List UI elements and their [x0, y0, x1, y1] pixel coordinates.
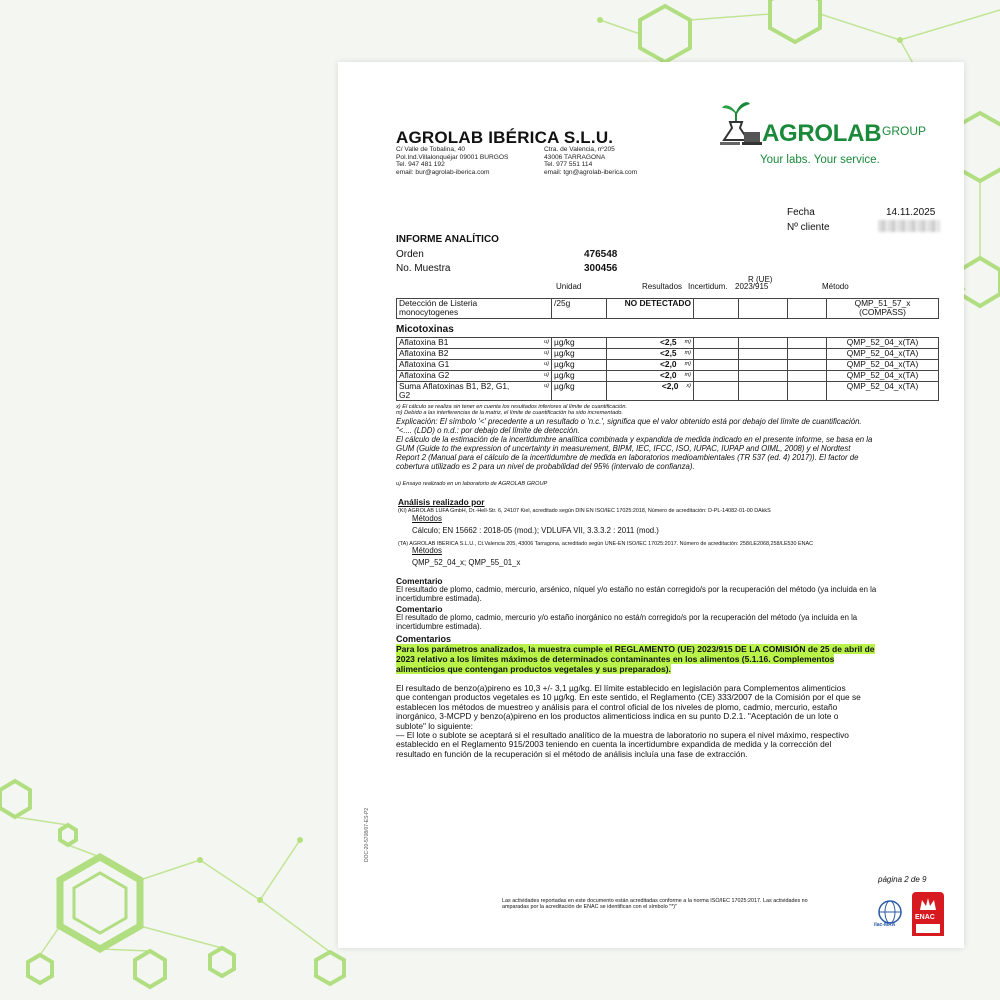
comentario-line: incertidumbre estimada).: [396, 621, 482, 631]
unit-cell: /25g: [552, 299, 607, 319]
company-name: AGROLAB IBÉRICA S.L.U.: [396, 128, 614, 147]
report-title: INFORME ANALÍTICO: [396, 234, 499, 245]
result-cell: NO DETECTADO: [607, 299, 694, 319]
highlight-line: 2023 relativo a los límites máximos de determinados contaminantes en los alimentos (5.1.16. Complementos: [396, 654, 835, 664]
flag-note: u): [544, 372, 549, 378]
uncertainty-cell: [694, 338, 739, 349]
address-line: 43006 TARRAGONA: [544, 153, 606, 161]
cliente-label: Nº cliente: [787, 222, 830, 233]
logo-wordmark: AGROLAB: [762, 120, 882, 147]
param-name: Detección de Listeria: [399, 298, 478, 308]
result-note: x): [686, 383, 691, 389]
listeria-table: [396, 298, 939, 319]
table-row: [397, 360, 939, 371]
accreditation-note: [502, 898, 808, 911]
uncertainty-cell: [694, 299, 739, 319]
para-line: sublote" lo siguiente:: [396, 720, 474, 731]
methods-ki: Cálculo; EN 15662 : 2018-05 (mod.); VDLUFA VII, 3.3.3.2 : 2011 (mod.): [412, 526, 659, 535]
para-line: resultado en función de la recuperación si el método de análisis incluía una fase de extracción.: [396, 748, 748, 759]
empty-cell: [788, 382, 827, 401]
limit-cell: [739, 299, 788, 319]
enac-logo: [912, 892, 944, 936]
flag-note: u): [544, 339, 549, 345]
uncertainty-cell: [694, 371, 739, 382]
orden-value: 476548: [584, 249, 618, 260]
highlight-line: alimenticios que contengan productos vegetales y sus preparados).: [396, 664, 671, 674]
comentarios-title: Comentarios: [396, 634, 452, 644]
param-name: [397, 338, 552, 349]
address-tarragona: [544, 146, 637, 176]
result-cell: [607, 349, 694, 360]
para-line: que contengan productos vegetales es 10 µg/kg. En este sentido, el Reglamento (CE) 333/2007 de la Comisión por el que se: [396, 692, 861, 703]
result-cell: [607, 338, 694, 349]
highlight-line: Para los parámetros analizados, la muestra cumple el REGLAMENTO (UE) 2023/915 DE LA COMISIÓN de 25 de abril de: [396, 644, 875, 654]
explanation-line: cobertura utilizado es 2 para un nivel de probabilidad del 95% (intervalo de confianza).: [396, 462, 695, 471]
crown-icon: [912, 894, 944, 916]
explanation: [396, 417, 956, 471]
enac-label: ENAC: [915, 914, 935, 921]
param-name: [397, 349, 552, 360]
accreditation-line: Las actividades reportadas en este documento están acreditadas conforme a la norma ISO/IEC 17025:2017. Las actividades no: [502, 898, 808, 904]
table-row: [397, 382, 939, 401]
logo-tagline: Your labs. Your service.: [760, 154, 880, 166]
report-page: [338, 62, 964, 948]
comentario-line: incertidumbre estimada).: [396, 593, 482, 603]
footnote-x: x) El cálculo se realiza sin tener en cuenta los resultados inferiores al límite de cuantificación.: [396, 404, 628, 410]
comentario-line: El resultado de plomo, cadmio, mercurio y/o estaño inorgánico no está/n corregido/s por la recuperación del método (ya incluida en la: [396, 613, 858, 622]
param-label: Aflatoxina G2: [399, 370, 450, 380]
empty-cell: [788, 371, 827, 382]
param-label: Aflatoxina B1: [399, 337, 449, 347]
method-cell-2: (COMPASS): [859, 307, 906, 317]
comentario-title-2: Comentario: [396, 604, 443, 614]
analisis-title: Análisis realizado por: [398, 497, 485, 507]
unit-cell: µg/kg: [552, 360, 607, 371]
result-note: m): [684, 361, 691, 367]
comentario-line: El resultado de plomo, cadmio, mercurio, arsénico, níquel y/o estaño no están corregido/s por la recuperación del método (ya incluida en la: [396, 585, 877, 594]
uncertainty-cell: [694, 360, 739, 371]
cliente-value-blurred: [878, 220, 940, 232]
limit-cell: [739, 382, 788, 401]
param-label: Suma Aflatoxinas B1, B2, G1,: [399, 381, 510, 391]
empty-cell: [788, 299, 827, 319]
footnote-u: u) Ensayo realizado en un laboratorio de AGROLAB GROUP: [396, 481, 548, 487]
param-label: Aflatoxina G1: [399, 359, 450, 369]
table-row: [397, 371, 939, 382]
col-rue: R (UE): [748, 275, 773, 284]
empty-cell: [788, 360, 827, 371]
footnote-m: m) Debido a las interferencias de la matriz, el límite de cuantificación ha sido incrementado.: [396, 410, 623, 416]
para-line: inorgánico, 3-MCPD y benzo(a)pireno en los productos alimenticioss indica en su punto D.2.1. "Aceptación de un lote o: [396, 711, 839, 722]
explanation-line: "<.... (LDD) o n.d.: por debajo del límite de detección.: [396, 426, 580, 435]
agrolab-logo: [718, 98, 928, 168]
param-label-2: G2: [399, 390, 411, 400]
address-line: Ctra. de Valencia, nº205: [544, 146, 615, 153]
address-burgos: [396, 146, 508, 176]
method-cell: QMP_52_04_x(TA): [827, 382, 939, 401]
para-line: El resultado de benzo(a)pireno es 10,3 +/- 3,1 µg/kg. El límite establecido en legislación para Complementos alimenticios: [396, 683, 846, 693]
fecha-value: 14.11.2025: [886, 207, 936, 218]
method-cell: QMP_52_04_x(TA): [827, 349, 939, 360]
metodos-label-ki: Métodos: [412, 514, 442, 523]
unit-cell: µg/kg: [552, 338, 607, 349]
uncertainty-cell: [694, 382, 739, 401]
table-row: [397, 338, 939, 349]
address-line: email: tgn@agrolab-iberica.com: [544, 168, 638, 176]
address-line: email: bur@agrolab-iberica.com: [396, 168, 490, 176]
method-cell: QMP_51_57_x: [854, 298, 911, 308]
table-row: [397, 349, 939, 360]
limit-cell: [739, 371, 788, 382]
comentario-text-2: [396, 614, 857, 632]
address-line: C/ Valle de Tobalina, 40: [396, 146, 466, 153]
table-row: [397, 299, 939, 319]
fecha-label: Fecha: [787, 207, 815, 218]
muestra-value: 300456: [584, 263, 618, 274]
comentario-title: Comentario: [396, 576, 443, 586]
result-value: <2,5: [660, 348, 677, 358]
uncertainty-cell: [694, 349, 739, 360]
method-cell: QMP_52_04_x(TA): [827, 338, 939, 349]
lab-kiel: (KI) AGROLAB LUFA GmbH, Dr.-Hell-Str. 6, 24107 Kiel, acreditado según DIN EN ISO/IEC 17025:2018, Número de acreditación: D-PL-14082-01-00 DAkkS: [398, 508, 771, 514]
muestra-label: No. Muestra: [396, 263, 451, 274]
address-line: Tel. 977 551 114: [544, 161, 593, 169]
col-rue-year: 2023/915: [735, 282, 769, 291]
flask-plant-icon: [718, 98, 762, 150]
address-line: Tel. 947 481 192: [396, 161, 445, 169]
result-note: m): [684, 339, 691, 345]
para-line: — El lote o sublote se aceptará si el resultado analítico de la muestra de laboratorio no supera el nivel máximo, respectivo: [396, 730, 849, 741]
col-incertidum: Incertidum.: [688, 282, 728, 291]
param-name-2: monocytogenes: [399, 307, 459, 317]
result-note: m): [684, 372, 691, 378]
address-line: Pol.Ind.Villalonquéjar 09001 BURGOS: [396, 153, 509, 161]
method-cell: QMP_52_04_x(TA): [827, 360, 939, 371]
ilac-mra-logo: [874, 898, 906, 930]
result-value: <2,5: [660, 337, 677, 347]
limit-cell: [739, 338, 788, 349]
unit-cell: µg/kg: [552, 349, 607, 360]
lab-tarragona: (TA) AGROLAB IBERICA S.L.U., Ct.Valencia 205, 43006 Tarragona, acreditado según UNE-EN ISO/IEC 17025:2017. Número de acreditación: 258/LE2068,258/LE530 ENAC: [398, 541, 814, 547]
param-name: [397, 382, 552, 401]
methods-ta: QMP_52_04_x; QMP_55_01_x: [412, 558, 521, 567]
para-line: establecido en el Reglamento 915/2003 teniendo en cuenta la incertidumbre expandida de medida y la corrección del: [396, 739, 832, 750]
explanation-line: GUM (Guide to the expression of uncertainty in measurement, BIPM, IEC, IFCC, ISO, IUPAC, IUPAP and OIML, 2008) y el Nordtest: [396, 444, 851, 453]
logo-group: GROUP: [882, 124, 927, 138]
explanation-line: Explicación: El símbolo '<' precedente a un resultado o 'n.c.', significa que el valor obtenido está por debajo del límite de cuantificación.: [396, 417, 862, 426]
explanation-line: Report 2 (Manual para el cálculo de la incertidumbre de medida en laboratorios medioambientales (TR 537 (ed. 4) 2017)). El factor de: [396, 453, 859, 462]
param-label: Aflatoxina B2: [399, 348, 449, 358]
result-value: <2,0: [661, 381, 679, 391]
micotoxinas-table: [396, 337, 939, 401]
para-line: establecen los métodos de muestreo y análisis para el control oficial de los niveles de plomo, cadmio, mercurio, estaño: [396, 701, 838, 712]
result-note: m): [684, 350, 691, 356]
param-name: [397, 360, 552, 371]
unit-cell: µg/kg: [552, 371, 607, 382]
flag-note: u): [544, 361, 549, 367]
result-cell: [607, 371, 694, 382]
enac-number-box: [916, 924, 940, 933]
flag-note: u): [544, 350, 549, 356]
compliance-statement: [396, 644, 875, 674]
flag-note: u): [544, 383, 549, 389]
result-value: <2,0: [660, 359, 677, 369]
col-unidad: Unidad: [556, 282, 582, 291]
ilac-label: ilac-MRA: [874, 922, 896, 928]
micotoxinas-body: [397, 338, 939, 401]
orden-label: Orden: [396, 249, 424, 260]
param-name: [397, 371, 552, 382]
limit-cell: [739, 360, 788, 371]
document-code: DOC-20-5708/07-ES-P2: [364, 807, 370, 862]
result-cell: [607, 382, 694, 401]
page-number: página 2 de 9: [878, 875, 927, 884]
comentario-text: [396, 586, 876, 604]
benzo-paragraph: [396, 684, 861, 759]
accreditation-line: amparadas por la acreditación de ENAC se identifican con el símbolo "*)": [502, 904, 677, 911]
limit-cell: [739, 349, 788, 360]
method-cell: QMP_52_04_x(TA): [827, 371, 939, 382]
empty-cell: [788, 338, 827, 349]
unit-cell: µg/kg: [552, 382, 607, 401]
explanation-line: El cálculo de la estimación de la incertidumbre analítica combinada y expandida de medida indicado en el presente informe, se basa en la: [396, 435, 873, 444]
col-resultados: Resultados: [642, 282, 683, 291]
result-value: <2,0: [660, 370, 677, 380]
metodos-label-ta: Métodos: [412, 546, 442, 555]
col-metodo: Método: [822, 282, 849, 291]
result-cell: [607, 360, 694, 371]
empty-cell: [788, 349, 827, 360]
micotoxinas-title: Micotoxinas: [396, 324, 454, 335]
